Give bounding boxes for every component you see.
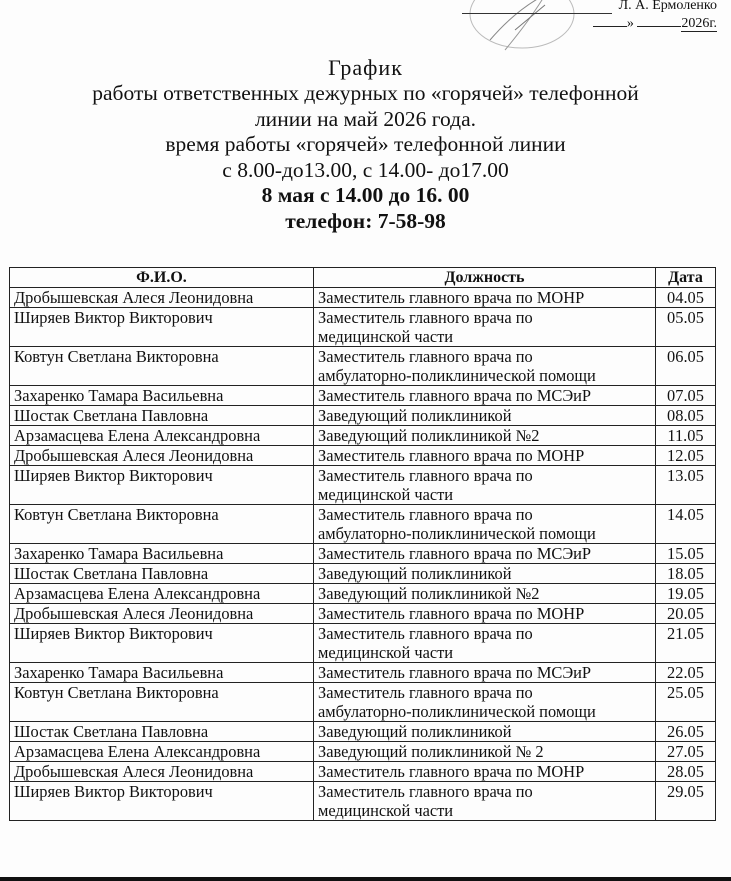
- cell-position: [314, 584, 656, 604]
- cell-date: 22.05: [656, 663, 716, 683]
- table-row: [10, 564, 716, 584]
- table-row: [10, 406, 716, 426]
- table-row: [10, 505, 716, 544]
- day-blank: [593, 14, 627, 27]
- cell-position: [314, 604, 656, 624]
- table-row: [10, 386, 716, 406]
- position-line: Заместитель главного врача по МОНР: [318, 762, 585, 781]
- table-row: [10, 446, 716, 466]
- cell-date: 29.05: [656, 782, 716, 821]
- cell-position: [314, 288, 656, 308]
- position-line: Заместитель главного врача по: [318, 624, 533, 643]
- cell-date: 28.05: [656, 762, 716, 782]
- header-line-3: время работы «горячей» телефонной линии: [165, 132, 566, 156]
- cell-name: Ширяев Виктор Викторович: [10, 466, 314, 505]
- column-header-name: Ф.И.О.: [10, 268, 314, 288]
- table-row: [10, 584, 716, 604]
- document-title: График: [328, 55, 403, 80]
- header-line-1: работы ответственных дежурных по «горячей» телефонной: [92, 81, 639, 105]
- approval-date-line: [593, 14, 717, 32]
- cell-position: [314, 406, 656, 426]
- cell-date: 11.05: [656, 426, 716, 446]
- cell-date: 20.05: [656, 604, 716, 624]
- cell-position: [314, 742, 656, 762]
- header-phone: телефон: 7-58-98: [285, 208, 446, 233]
- position-line: Заместитель главного врача по МСЭиР: [318, 386, 592, 405]
- approval-block: [593, 0, 717, 32]
- position-line: Заведующий поликлиникой: [318, 564, 512, 583]
- position-line: амбулаторно-поликлинической помощи: [318, 702, 596, 721]
- cell-date: 14.05: [656, 505, 716, 544]
- cell-position: [314, 426, 656, 446]
- table-row: [10, 722, 716, 742]
- header-line-2: линии на май 2026 года.: [254, 106, 477, 131]
- cell-name: Арзамасцева Елена Александровна: [10, 584, 314, 604]
- position-line: Заместитель главного врача по МОНР: [318, 446, 585, 465]
- position-line: амбулаторно-поликлинической помощи: [318, 524, 596, 543]
- cell-position: [314, 386, 656, 406]
- cell-date: 15.05: [656, 544, 716, 564]
- table-row: [10, 782, 716, 821]
- cell-name: Шостак Светлана Павловна: [10, 406, 314, 426]
- cell-position: [314, 308, 656, 347]
- position-line: Заведующий поликлиникой №2: [318, 584, 540, 603]
- table-body: [10, 288, 716, 821]
- approval-signer: Л. А. Ермоленко: [618, 0, 717, 13]
- cell-name: Арзамасцева Елена Александровна: [10, 426, 314, 446]
- position-line: медицинской части: [318, 801, 454, 820]
- cell-position: [314, 446, 656, 466]
- cell-name: Дробышевская Алеся Леонидовна: [10, 446, 314, 466]
- cell-date: 12.05: [656, 446, 716, 466]
- cell-date: 21.05: [656, 624, 716, 663]
- cell-date: 08.05: [656, 406, 716, 426]
- position-line: медицинской части: [318, 485, 454, 504]
- cell-name: Арзамасцева Елена Александровна: [10, 742, 314, 762]
- stamp-signature-mark: [460, 0, 580, 60]
- cell-name: Ширяев Виктор Викторович: [10, 308, 314, 347]
- cell-position: [314, 762, 656, 782]
- cell-position: [314, 624, 656, 663]
- table-row: [10, 466, 716, 505]
- cell-date: 05.05: [656, 308, 716, 347]
- position-line: Заместитель главного врача по: [318, 505, 533, 524]
- cell-date: 13.05: [656, 466, 716, 505]
- position-line: Заместитель главного врача по МОНР: [318, 604, 585, 623]
- cell-name: Дробышевская Алеся Леонидовна: [10, 762, 314, 782]
- position-line: Заместитель главного врача по: [318, 782, 533, 801]
- document-header: [0, 55, 731, 234]
- cell-date: 27.05: [656, 742, 716, 762]
- position-line: медицинской части: [318, 643, 454, 662]
- position-line: Заместитель главного врача по: [318, 466, 533, 485]
- cell-name: Шостак Светлана Павловна: [10, 564, 314, 584]
- cell-position: [314, 347, 656, 386]
- cell-name: Дробышевская Алеся Леонидовна: [10, 604, 314, 624]
- table-row: [10, 604, 716, 624]
- table-row: [10, 288, 716, 308]
- cell-position: [314, 663, 656, 683]
- signature-line: [462, 13, 612, 14]
- cell-position: [314, 683, 656, 722]
- header-special-date: 8 мая с 14.00 до 16. 00: [261, 183, 470, 207]
- table-row: [10, 762, 716, 782]
- schedule-table: [9, 267, 716, 821]
- cell-date: 04.05: [656, 288, 716, 308]
- position-line: амбулаторно-поликлинической помощи: [318, 366, 596, 385]
- position-line: Заведующий поликлиникой: [318, 406, 512, 425]
- cell-position: [314, 782, 656, 821]
- table-row: [10, 544, 716, 564]
- bottom-edge: [0, 877, 731, 881]
- cell-name: Ширяев Виктор Викторович: [10, 624, 314, 663]
- cell-position: [314, 505, 656, 544]
- position-line: Заведующий поликлиникой № 2: [318, 742, 544, 761]
- position-line: медицинской части: [318, 327, 454, 346]
- table-row: [10, 308, 716, 347]
- table-row: [10, 624, 716, 663]
- position-line: Заместитель главного врача по: [318, 683, 533, 702]
- cell-name: Захаренко Тамара Васильевна: [10, 386, 314, 406]
- approval-year: 2026г.: [681, 16, 717, 31]
- cell-name: Ковтун Светлана Викторовна: [10, 505, 314, 544]
- table-row: [10, 347, 716, 386]
- position-line: Заместитель главного врача по МСЭиР: [318, 663, 592, 682]
- month-blank: [637, 14, 681, 27]
- cell-date: 06.05: [656, 347, 716, 386]
- cell-date: 25.05: [656, 683, 716, 722]
- cell-name: Шостак Светлана Павловна: [10, 722, 314, 742]
- table-row: [10, 426, 716, 446]
- position-line: Заместитель главного врача по МСЭиР: [318, 544, 592, 563]
- position-line: Заведующий поликлиникой №2: [318, 426, 540, 445]
- position-line: Заместитель главного врача по: [318, 308, 533, 327]
- cell-position: [314, 564, 656, 584]
- cell-name: Захаренко Тамара Васильевна: [10, 544, 314, 564]
- header-line-4: с 8.00-до13.00, с 14.00- до17.00: [222, 157, 509, 182]
- column-header-position: Должность: [314, 268, 656, 288]
- position-line: Заведующий поликлиникой: [318, 722, 512, 741]
- cell-position: [314, 544, 656, 564]
- table-row: [10, 663, 716, 683]
- cell-name: Ширяев Виктор Викторович: [10, 782, 314, 821]
- table-row: [10, 742, 716, 762]
- table-header-row: [10, 268, 716, 288]
- position-line: Заместитель главного врача по: [318, 347, 533, 366]
- cell-date: 18.05: [656, 564, 716, 584]
- cell-position: [314, 466, 656, 505]
- date-quote: »: [626, 16, 634, 31]
- cell-date: 26.05: [656, 722, 716, 742]
- cell-name: Дробышевская Алеся Леонидовна: [10, 288, 314, 308]
- cell-position: [314, 722, 656, 742]
- cell-name: Захаренко Тамара Васильевна: [10, 663, 314, 683]
- cell-date: 07.05: [656, 386, 716, 406]
- column-header-date: Дата: [656, 268, 716, 288]
- cell-name: Ковтун Светлана Викторовна: [10, 347, 314, 386]
- cell-date: 19.05: [656, 584, 716, 604]
- position-line: Заместитель главного врача по МОНР: [318, 288, 585, 307]
- table-row: [10, 683, 716, 722]
- cell-name: Ковтун Светлана Викторовна: [10, 683, 314, 722]
